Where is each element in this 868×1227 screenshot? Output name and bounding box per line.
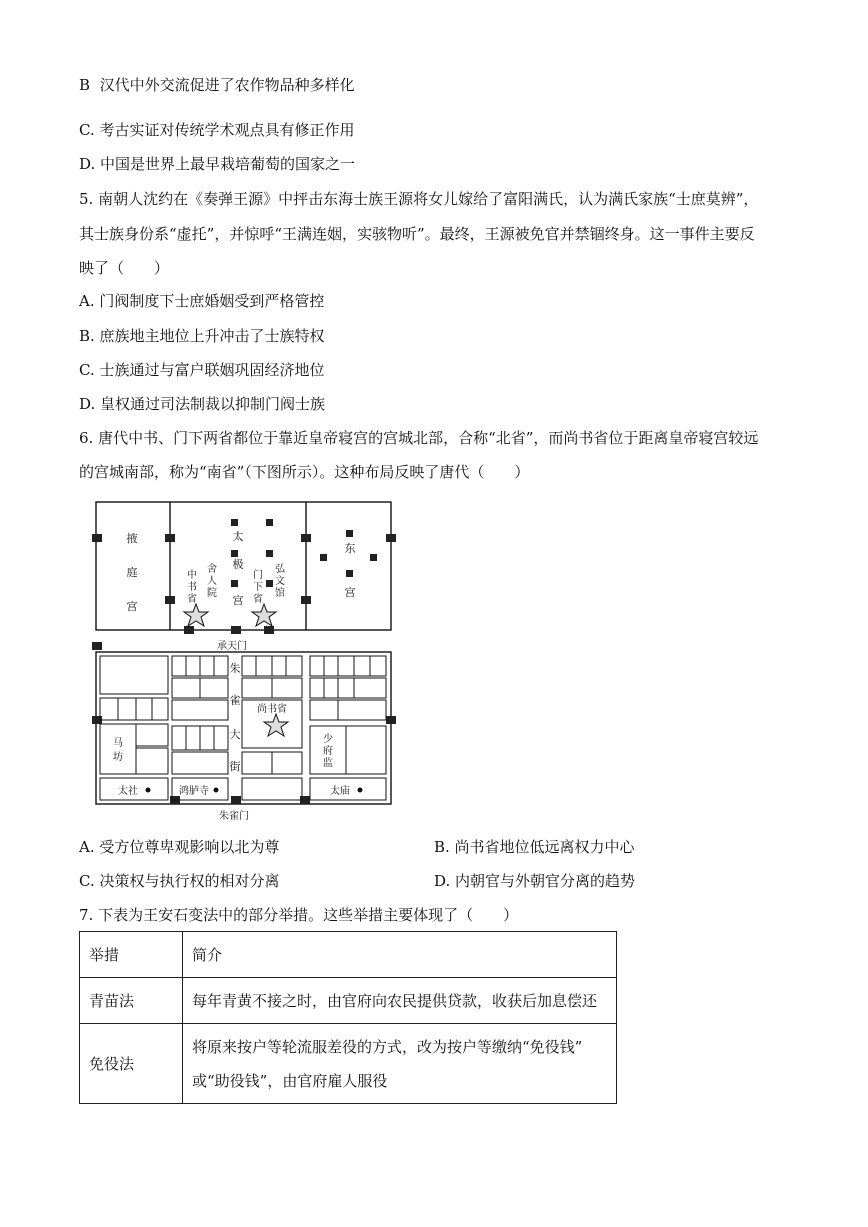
menxia-char-2: 下 [253,582,263,593]
option-text: 中国是世界上最早栽培葡萄的国家之一 [100,155,356,173]
street-char-4: 街 [229,760,241,773]
taimiao-label: 太庙 [330,786,350,797]
q6-line-2: 的宫城南部，称为“南省”（下图所示）。这种布局反映了唐代（ ） [79,463,530,481]
zhuque-gate-label: 朱雀门 [219,811,249,822]
table-row [80,1024,617,1104]
mafang-char-2: 坊 [113,752,123,763]
shaofu-char-1: 少 [323,734,333,745]
wall-tower-icon [264,626,274,634]
option-letter: D. [79,155,96,173]
option-text: 汉代中外交流促进了农作物品种多样化 [99,76,355,94]
honglu-label: 鸿胪寺 [179,786,209,797]
wall-tower-icon [301,534,311,542]
donggong-char-2: 宫 [344,586,356,599]
building-icon [231,580,238,587]
street-char-2: 雀 [229,694,241,707]
yeting-char-3: 宫 [126,600,138,613]
wall-tower-icon [92,642,102,650]
wall-tower-icon [231,626,241,634]
hongwen-char-2: 文 [275,576,285,587]
honglu-dot-icon [214,788,219,793]
palace-outer-wall [96,502,391,630]
wall-tower-icon [231,796,241,804]
wall-tower-icon [165,534,175,542]
city-blocks [100,656,386,800]
table-cell-line: 将原来按户等轮流服差役的方式，改为按户等缴纳“免役钱” [192,1037,583,1056]
zhongshu-char-3: 省 [187,594,197,605]
option-letter: B [79,76,91,94]
option-letter: C. [79,121,95,139]
option-d [79,154,355,174]
q6-option-b: B. 尚书省地位低远离权力中心 [434,838,635,856]
wall-tower-icon [301,596,311,604]
building-icon [231,550,238,557]
q5-line-3: 映了（ ） [79,259,170,277]
hongwen-char-3: 馆 [275,588,285,599]
shaofu-char-3: 监 [323,758,333,769]
q6-option-c: C. 决策权与执行权的相对分离 [79,872,280,890]
wall-tower-icon [165,596,175,604]
q5-option-d: D. 皇权通过司法制裁以抑制门阀士族 [79,395,326,413]
building-icon [370,554,377,561]
shaofu-char-2: 府 [323,746,333,757]
option-c [79,120,355,140]
chengtian-gate-label: 承天门 [217,641,247,652]
table-cell: 青苗法 [80,978,183,1024]
imperial-city-wall [96,652,391,804]
q5-option-b: B. 庶族地主地位上升冲击了士族特权 [79,327,325,345]
q6-option-a: A. 受方位尊卑观影响以北为尊 [79,838,280,856]
table-row [80,978,617,1024]
building-icon [346,530,353,537]
table-header-row [80,932,617,978]
reform-table [79,931,617,1104]
yeting-char-1: 掖 [126,532,138,545]
q5-option-a: A. 门阀制度下士庶婚姻受到严格管控 [79,292,325,310]
wall-tower-icon [184,626,194,634]
option-text: 考古实证对传统学术观点具有修正作用 [99,121,355,139]
street-char-1: 朱 [229,662,241,675]
q6-option-d: D. 内朝官与外朝官分离的趋势 [434,872,636,890]
hongwen-char-1: 弘 [275,564,285,575]
wall-tower-icon [92,534,102,542]
table-cell-line: 或“助役钱”，由官府雇人服役 [192,1071,388,1090]
taiji-char-3: 宫 [232,594,244,607]
taishe-dot-icon [146,788,151,793]
q5-option-c: C. 士族通过与富户联姻巩固经济地位 [79,361,325,379]
taishe-label: 太社 [118,786,138,797]
q7-line: 7. 下表为王安石变法中的部分举措。这些举措主要体现了（ ） [79,906,519,924]
sheren-char-1: 舍 [207,564,217,575]
table-header-cell: 简介 [183,932,617,978]
table-cell: 每年青黄不接之时，由官府向农民提供贷款，收获后加息偿还 [183,978,617,1024]
menxia-star-icon [252,604,276,626]
battlement-markers [92,519,396,804]
wall-tower-icon [386,716,396,724]
mafang-char-1: 马 [113,738,123,749]
building-icon [231,519,238,526]
table-cell [183,1024,617,1104]
building-icon [346,570,353,577]
q5-line-2: 其士族身份系“虚托”，并惊呼“王满连姻，实骇物听”。最终，王源被免官并禁锢终身。这一事件主要反 [79,225,755,243]
street-char-3: 大 [229,728,241,741]
shangshu-star-icon [264,714,288,736]
palace-city-map [88,492,403,824]
option-b [79,75,355,95]
zhongshu-char-1: 中 [187,570,197,581]
q5-line-1: 5. 南朝人沈约在《奏弹王源》中抨击东海士族王源将女儿嫁给了富阳满氏，认为满氏家族“士庶莫辨”， [79,190,759,208]
building-icon [320,554,327,561]
table-cell: 免役法 [80,1024,183,1104]
donggong-char-1: 东 [344,542,356,555]
table-header-cell: 举措 [80,932,183,978]
shangshu-label: 尚书省 [257,704,287,715]
yeting-char-2: 庭 [126,566,138,579]
zhongshu-star-icon [184,604,208,626]
menxia-char-1: 门 [253,570,263,581]
building-icon [266,550,273,557]
taiji-char-2: 极 [232,558,244,571]
q6-line-1: 6. 唐代中书、门下两省都位于靠近皇帝寝宫的宫城北部，合称“北省”，而尚书省位于距离皇帝寝宫较远 [79,429,759,447]
wall-tower-icon [386,534,396,542]
zhongshu-char-2: 书 [187,582,197,593]
sheren-char-2: 人 [207,576,217,587]
building-icon [266,519,273,526]
taimiao-dot-icon [358,788,363,793]
taiji-char-1: 太 [232,530,244,543]
building-icon [266,580,273,587]
sheren-char-3: 院 [207,588,217,599]
menxia-char-3: 省 [253,594,263,605]
